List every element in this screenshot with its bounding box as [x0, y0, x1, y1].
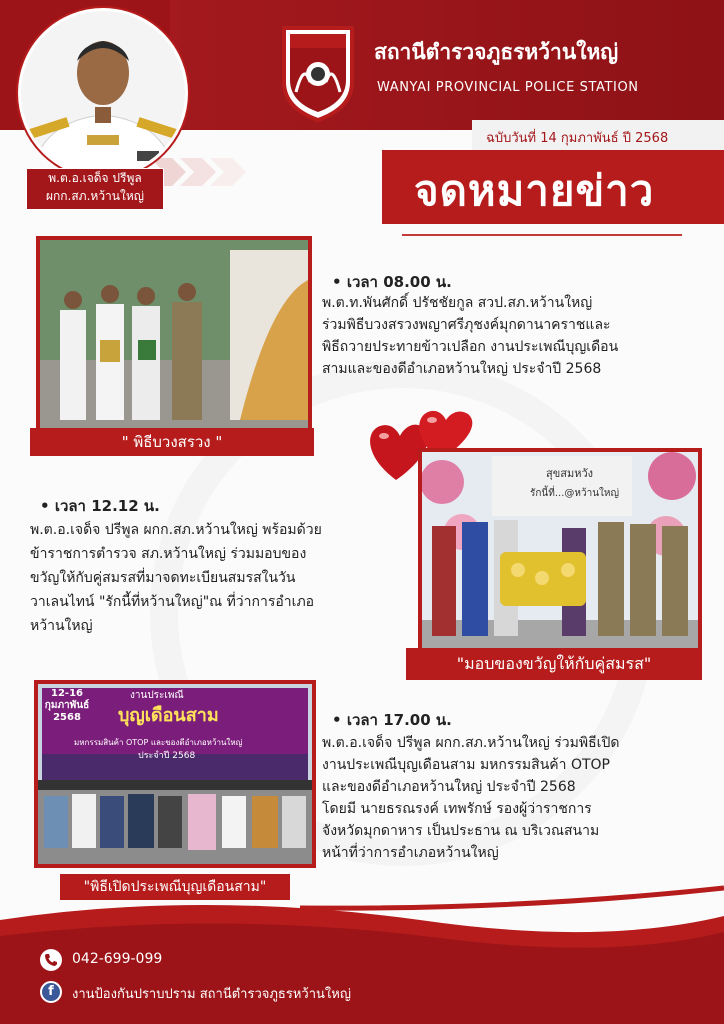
event-1-line: พ.ต.ท.พันศักดิ์ ปรัชชัยกูล สวป.สภ.หว้านใหญ่ [322, 295, 593, 311]
police-station-logo [276, 22, 360, 122]
event-time-3-label: เวลา 17.00 น. [346, 711, 452, 729]
event-3-line: หน้าที่ว่าการอำเภอหว้านใหญ่ [322, 845, 499, 861]
officer-position: ผกก.สภ.หว้านใหญ่ [45, 189, 144, 203]
event-3-line: งานประเพณีบุญเดือนสาม มหกรรมสินค้า OTOP [322, 757, 610, 773]
photo-sign: สุขสมหวัง [546, 467, 593, 480]
event-2-line: วาเลนไทน์ "รักนี้ที่หว้านใหญ่"ณ ที่ว่าการอำเภอ [30, 594, 315, 610]
station-name-english: WANYAI PROVINCIAL POLICE STATION [377, 80, 639, 95]
banner-month: กุมภาพันธ์ [44, 700, 90, 711]
event-time-3: • เวลา 17.00 น. [332, 711, 452, 729]
banner-date: 12-16 [51, 688, 83, 699]
station-name-thai: สถานีตำรวจภูธรหว้านใหญ่ [374, 40, 619, 64]
event-2-line: ขวัญให้กับคู่สมรสที่มาจดทะเบียนสมรสในวัน [30, 570, 296, 586]
banner-line-1: งานประเพณี [130, 690, 184, 701]
event-3-line: จังหวัดมุกดาหาร เป็นประธาน ณ บริเวณสนาม [322, 823, 600, 839]
event-photo-opening [34, 680, 316, 868]
event-2-line: พ.ต.อ.เจด็จ ปรีพูล ผกก.สภ.หว้านใหญ่ พร้อมด้วย [30, 522, 322, 538]
event-time-2-label: เวลา 12.12 น. [54, 497, 160, 515]
event-photo-ceremony [36, 236, 312, 440]
banner-line-4: ประจำปี 2568 [138, 751, 196, 761]
photo-sign-2: รักนี้ที่...@หว้านใหญ่ [530, 488, 620, 499]
event-time-1: • เวลา 08.00 น. [332, 273, 452, 291]
phone-icon [40, 949, 62, 971]
event-3-line: โดยมี นายธรณรงค์ เทพรักษ์ รองผู้ว่าราชการ [322, 801, 592, 817]
issue-date: ฉบับวันที่ 14 กุมภาพันธ์ ปี 2568 [486, 131, 669, 146]
banner-date-badge [44, 688, 90, 724]
event-time-2: • เวลา 12.12 น. [40, 497, 160, 515]
newsletter-title: จดหมายข่าว [414, 166, 655, 215]
facebook-icon: f [40, 981, 62, 1003]
event-2-line: ข้าราชการตำรวจ สภ.หว้านใหญ่ ร่วมมอบของ [30, 546, 307, 562]
event-1-line: สามและของดีอำเภอหว้านใหญ่ ประจำปี 2568 [322, 361, 602, 377]
phone-number: 042-699-099 [72, 951, 163, 967]
officer-name-box [26, 168, 164, 210]
event-2-line: หว้านใหญ่ [30, 618, 93, 634]
officer-portrait [18, 8, 188, 178]
caption-ceremony: " พิธีบวงสรวง " [30, 428, 314, 456]
event-body-1 [322, 292, 618, 380]
banner-year: 2568 [53, 712, 81, 723]
banner-line-2: บุญเดือนสาม [118, 705, 219, 726]
event-time-1-label: เวลา 08.00 น. [346, 273, 452, 291]
event-body-2 [30, 518, 322, 638]
title-divider [402, 234, 682, 236]
caption-gift: "มอบของขวัญให้กับคู่สมรส" [406, 648, 702, 680]
facebook-page-name: งานป้องกันปราบปราม สถานีตำรวจภูธรหว้านใหญ่ [72, 987, 351, 1002]
officer-name: พ.ต.อ.เจด็จ ปรีพูล [48, 171, 142, 185]
event-body-3 [322, 732, 619, 864]
event-3-line: พ.ต.อ.เจด็จ ปรีพูล ผกก.สภ.หว้านใหญ่ ร่วมพิธีเปิด [322, 735, 620, 751]
caption-opening: "พิธีเปิดประเพณีบุญเดือนสาม" [60, 874, 290, 900]
event-3-line: และของดีอำเภอหว้านใหญ่ ประจำปี 2568 [322, 779, 576, 795]
banner-line-3: มหกรรมสินค้า OTOP และของดีอำเภอหว้านใหญ่ [74, 738, 243, 747]
event-1-line: ร่วมพิธีบวงสรวงพญาศรีภุชงค์มุกดานาคราชและ [322, 317, 611, 333]
event-photo-gift [418, 448, 702, 656]
event-1-line: พิธีถวายประทายข้าวเปลือก งานประเพณีบุญเดือน [322, 339, 619, 355]
chevron-decoration [150, 158, 260, 186]
